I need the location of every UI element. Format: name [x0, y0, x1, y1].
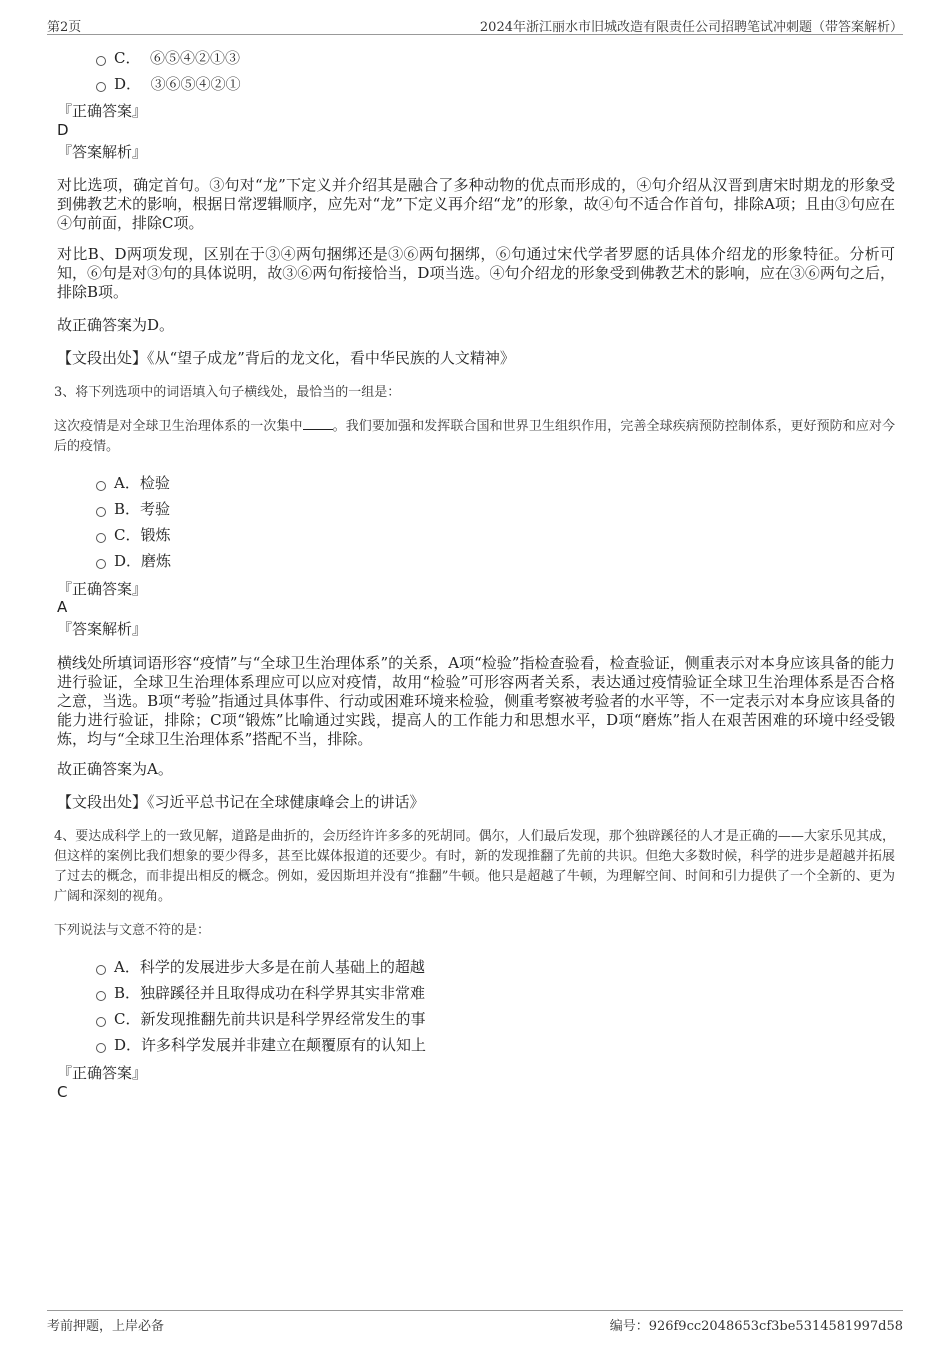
q4-option-a[interactable]	[96, 957, 425, 977]
option-label: C．	[114, 526, 141, 544]
page-header	[47, 14, 903, 35]
option-label: D．	[114, 552, 142, 570]
option-label: B．	[114, 984, 141, 1002]
radio-icon[interactable]	[96, 559, 106, 569]
q2-answer: D	[57, 121, 69, 139]
source-label: 【文段出处】	[57, 349, 148, 367]
q3-option-a[interactable]	[96, 473, 170, 493]
option-label: A．	[114, 474, 140, 492]
q4-answer: C	[57, 1083, 68, 1101]
q4-correct-answer-label: 『正确答案』	[57, 1064, 148, 1082]
q3-option-b[interactable]	[96, 499, 170, 519]
radio-icon[interactable]	[96, 965, 106, 975]
q2-conclusion: 故正确答案为D。	[57, 316, 175, 334]
q3-analysis-label: 『答案解析』	[57, 620, 148, 638]
option-text: 考验	[140, 500, 171, 518]
option-label: D．	[114, 75, 142, 93]
q4-option-c[interactable]	[96, 1009, 426, 1029]
option-text: 磨炼	[141, 552, 172, 570]
q2-option-d[interactable]	[96, 74, 241, 94]
q3-option-c[interactable]	[96, 525, 171, 545]
q4-prompt: 下列说法与文意不符的是：	[54, 923, 211, 938]
option-label: A．	[114, 958, 140, 976]
document-title: 2024年浙江丽水市旧城改造有限责任公司招聘笔试冲刺题（带答案解析）	[479, 20, 903, 35]
source-text: 《从“望子成龙”背后的龙文化，看中华民族的人文精神》	[147, 349, 515, 367]
q3-answer: A	[57, 598, 68, 616]
source-label: 【文段出处】	[57, 793, 148, 811]
q2-correct-answer-label: 『正确答案』	[57, 102, 148, 120]
option-label: B．	[114, 500, 141, 518]
passage-text-after: 。我们要加强和发挥联合国和世界卫生组织作用，完善全球疾病预防控制体系，更好预防和应对今后的疫情。	[54, 419, 895, 454]
page-number: 第2页	[47, 20, 82, 35]
radio-icon[interactable]	[96, 56, 106, 66]
radio-icon[interactable]	[96, 1017, 106, 1027]
q2-option-c[interactable]	[96, 48, 240, 68]
q4-stem: 4、要达成科学上的一致见解，道路是曲折的，会历经许许多多的死胡同。偶尔，人们最后发现，那个独辟蹊径的人才是正确的——大家乐见其成，但这样的案例比我们想象的要少得多，甚至比媒体报道的还要少。有时，新的发现推翻了先前的共识。但绝大多数时候，科学的进步是超越并拓展了过去的概念，而非提出相反的概念。例如，爱因斯坦并没有“推翻”牛顿。他只是超越了牛顿，为理解空间、时间和引力提供了一个全新的、更为广阔和深刻的视角。	[54, 829, 895, 904]
option-text: ③⑥⑤④②①	[150, 75, 241, 93]
q3-passage	[54, 417, 895, 457]
page-footer	[47, 1310, 903, 1333]
option-text: 锻炼	[140, 526, 171, 544]
q4-option-d[interactable]	[96, 1035, 426, 1055]
q3-source	[57, 793, 895, 812]
q3-conclusion: 故正确答案为A。	[57, 760, 173, 778]
option-label: C．	[114, 49, 141, 67]
radio-icon[interactable]	[96, 533, 106, 543]
option-text: ⑥⑤④②①③	[150, 49, 241, 67]
radio-icon[interactable]	[96, 1043, 106, 1053]
passage-text-before: 这次疫情是对全球卫生治理体系的一次集中	[54, 419, 303, 434]
option-text: 许多科学发展并非建立在颠覆原有的认知上	[141, 1036, 427, 1054]
option-text: 科学的发展进步大多是在前人基础上的超越	[139, 958, 425, 976]
fill-blank	[303, 417, 333, 430]
q2-source	[57, 349, 895, 368]
radio-icon[interactable]	[96, 507, 106, 517]
q4-option-b[interactable]	[96, 983, 425, 1003]
option-text: 新发现推翻先前共识是科学界经常发生的事	[140, 1010, 426, 1028]
radio-icon[interactable]	[96, 82, 106, 92]
q2-analysis-paragraph-2: 对比B、D两项发现，区别在于③④两句捆绑还是③⑥两句捆绑，⑥句通过宋代学者罗愿的话具体介绍龙的形象特征。分析可知，⑥句是对③句的具体说明，故③⑥两句衔接恰当，D项当选。④句介绍龙的形象受到佛教艺术的影响，应在③⑥两句之后，排除B项。	[57, 245, 895, 301]
q2-analysis-label: 『答案解析』	[57, 143, 148, 161]
footer-slogan: 考前押题，上岸必备	[47, 1319, 165, 1334]
q3-stem: 3、将下列选项中的词语填入句子横线处，最恰当的一组是：	[54, 385, 401, 400]
q2-analysis-paragraph-1: 对比选项，确定首句。③句对“龙”下定义并介绍其是融合了多种动物的优点而形成的，④句介绍从汉晋到唐宋时期龙的形象受到佛教艺术的影响，根据日常逻辑顺序，应先对“龙”下定义再介绍“龙”的形象，故④句不适合作首句，排除A项；且由③句应在④句前面，排除C项。	[57, 176, 895, 232]
option-text: 独辟蹊径并且取得成功在科学界其实非常难	[140, 984, 426, 1002]
q3-analysis-paragraph: 横线处所填词语形容“疫情”与“全球卫生治理体系”的关系，A项“检验”指检查验看，检查验证，侧重表示对本身应该具备的能力进行验证，全球卫生治理体系理应可以应对疫情，故用“检验”可形容两者关系，表达通过疫情验证全球卫生治理体系是否合格之意，当选。B项“考验”指通过具体事件、行动或困难环境来检验，侧重考察被考验者的水平等，不一定表示对本身应该具备的能力进行验证，排除；C项“锻炼”比喻通过实践，提高人的工作能力和思想水平，D项“磨炼”指人在艰苦困难的环境中经受锻炼，均与“全球卫生治理体系”搭配不当，排除。	[57, 654, 895, 748]
source-text: 《习近平总书记在全球健康峰会上的讲话》	[147, 793, 425, 811]
document-serial: 编号：926f9cc2048653cf3be5314581997d58	[609, 1319, 903, 1334]
option-label: C．	[114, 1010, 141, 1028]
radio-icon[interactable]	[96, 991, 106, 1001]
option-label: D．	[114, 1036, 142, 1054]
q3-option-d[interactable]	[96, 551, 171, 571]
q3-correct-answer-label: 『正确答案』	[57, 580, 148, 598]
option-text: 检验	[139, 474, 170, 492]
radio-icon[interactable]	[96, 481, 106, 491]
